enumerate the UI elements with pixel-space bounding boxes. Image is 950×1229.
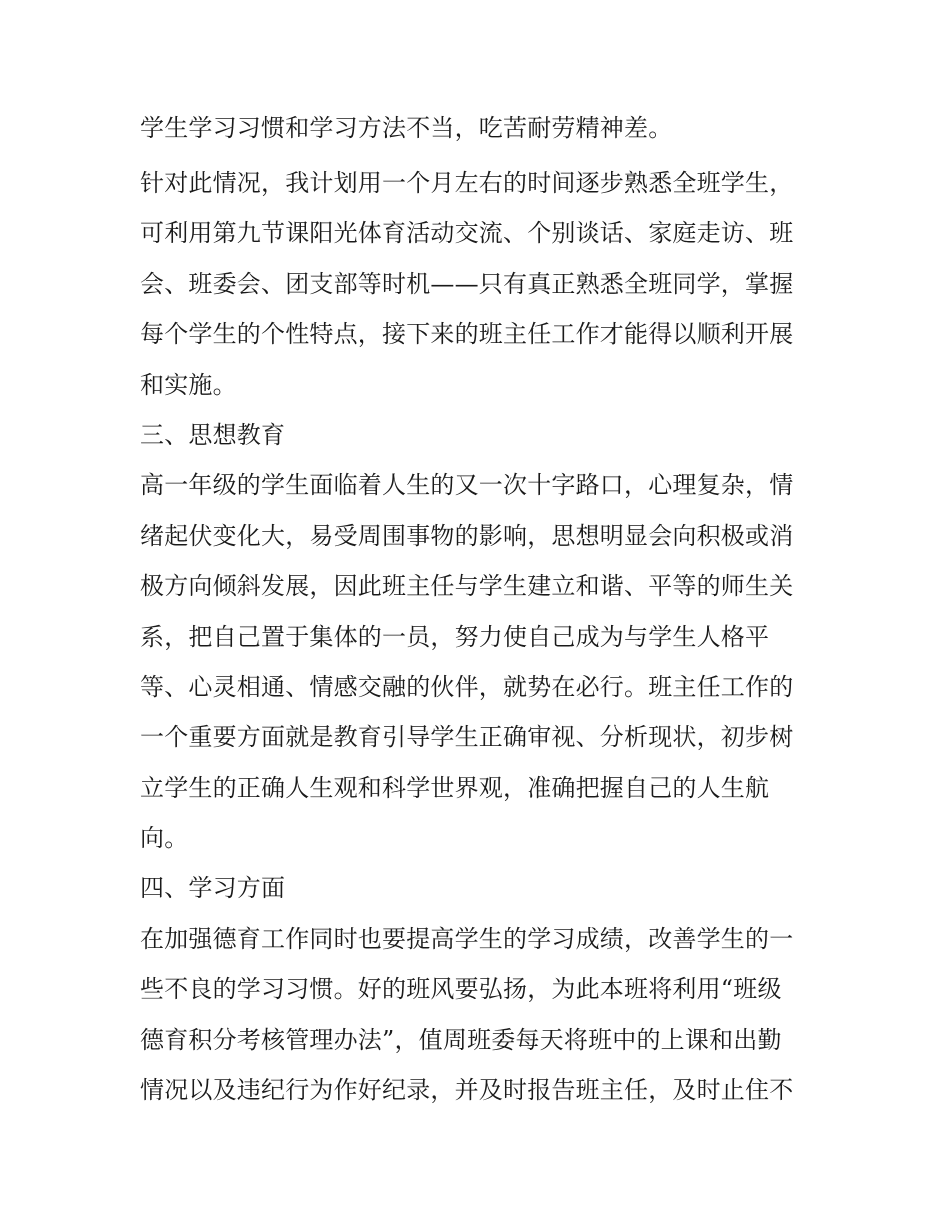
document-page <box>140 112 830 1124</box>
paragraph-line: 在加强德育工作同时也要提高学生的学习成绩，改善学生的一 <box>140 924 794 953</box>
paragraph-line: 一个重要方面就是教育引导学生正确审视、分析现状，初步树 <box>140 723 794 752</box>
paragraph-line: 针对此情况，我计划用一个月左右的时间逐步熟悉全班学生， <box>140 169 794 197</box>
paragraph-line: 立学生的正确人生观和科学世界观，准确把握自己的人生航 <box>140 773 770 802</box>
paragraph-line: 情况以及违纪行为作好纪录，并及时报告班主任，及时止住不 <box>140 1076 794 1105</box>
section-heading: 三、思想教育 <box>140 420 286 449</box>
paragraph-line: 绪起伏变化大，易受周围事物的影响，思想明显会向积极或消 <box>140 521 794 550</box>
paragraph-line: 系，把自己置于集体的一员，努力使自己成为与学生人格平 <box>140 622 770 651</box>
paragraph-line: 高一年级的学生面临着人生的又一次十字路口，心理复杂，情 <box>140 471 794 500</box>
paragraph-line: 会、班委会、团支部等时机——只有真正熟悉全班同学，掌握 <box>140 269 794 298</box>
paragraph-line: 每个学生的个性特点，接下来的班主任工作才能得以顺利开展 <box>140 320 794 349</box>
paragraph-line: 极方向倾斜发展，因此班主任与学生建立和谐、平等的师生关 <box>140 572 794 601</box>
paragraph-line: 和实施。 <box>140 370 237 399</box>
paragraph-line: 德育积分考核管理办法”，值周班委每天将班中的上课和出勤 <box>140 1025 782 1054</box>
section-heading: 四、学习方面 <box>140 874 286 903</box>
paragraph-line: 可利用第九节课阳光体育活动交流、个别谈话、家庭走访、班 <box>140 219 794 248</box>
paragraph-line: 向。 <box>140 824 189 853</box>
paragraph-line: 学生学习习惯和学习方法不当，吃苦耐劳精神差。 <box>140 114 673 142</box>
paragraph-line: 等、心灵相通、情感交融的伙伴，就势在必行。班主任工作的 <box>140 672 794 701</box>
paragraph-line: 些不良的学习习惯。好的班风要弘扬，为此本班将利用“班级 <box>140 975 782 1004</box>
